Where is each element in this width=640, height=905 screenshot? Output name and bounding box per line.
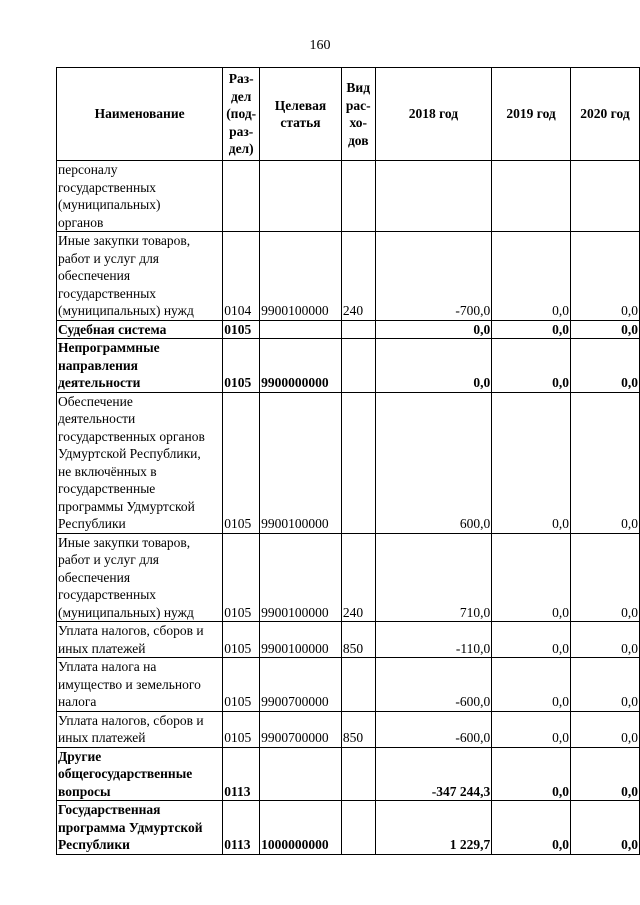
cell-name: Обеспечение деятельности государственных органов Удмуртской Республики, не включённых в государственные программы Удмуртской Республики	[57, 392, 223, 533]
cell-2018: 600,0	[375, 392, 492, 533]
cell-name: Судебная система	[57, 320, 223, 339]
table-row	[57, 658, 640, 712]
cell-section: 0113	[223, 801, 260, 855]
cell-target	[260, 161, 342, 232]
cell-2019: 0,0	[492, 533, 571, 622]
cell-2020	[570, 161, 639, 232]
cell-kind	[341, 747, 375, 801]
cell-target	[260, 320, 342, 339]
cell-section: 0104	[223, 232, 260, 321]
cell-2020: 0,0	[570, 711, 639, 747]
cell-section: 0105	[223, 339, 260, 393]
page-number: 160	[309, 38, 331, 53]
cell-2019: 0,0	[492, 747, 571, 801]
cell-kind	[341, 161, 375, 232]
cell-target: 1000000000	[260, 801, 342, 855]
cell-name: Иные закупки товаров, работ и услуг для обеспечения государственных (муниципальных) нужд	[57, 232, 223, 321]
cell-2018	[375, 161, 492, 232]
header-target	[260, 68, 342, 161]
cell-kind: 240	[341, 232, 375, 321]
header-section-label: Раз- дел (под- раз- дел)	[226, 71, 257, 157]
header-target-label: Целевая статья	[274, 97, 327, 130]
table-row	[57, 339, 640, 393]
cell-name: Государственная программа Удмуртской Республики	[57, 801, 223, 855]
cell-section: 0105	[223, 320, 260, 339]
cell-kind: 240	[341, 533, 375, 622]
cell-target: 9900700000	[260, 658, 342, 712]
table-row	[57, 232, 640, 321]
header-kind	[341, 68, 375, 161]
cell-section: 0105	[223, 622, 260, 658]
cell-2020: 0,0	[570, 232, 639, 321]
cell-2020: 0,0	[570, 320, 639, 339]
cell-name: Другие общегосударственные вопросы	[57, 747, 223, 801]
cell-2018: -700,0	[375, 232, 492, 321]
table-row	[57, 801, 640, 855]
table-row	[57, 533, 640, 622]
cell-2020: 0,0	[570, 622, 639, 658]
table-row	[57, 711, 640, 747]
cell-2019: 0,0	[492, 339, 571, 393]
cell-2019: 0,0	[492, 320, 571, 339]
cell-2019: 0,0	[492, 232, 571, 321]
table-row	[57, 622, 640, 658]
cell-name: Иные закупки товаров, работ и услуг для обеспечения государственных (муниципальных) нужд	[57, 533, 223, 622]
header-row	[57, 68, 640, 161]
header-2020-label: 2020 год	[580, 106, 630, 122]
cell-2019: 0,0	[492, 622, 571, 658]
cell-2019: 0,0	[492, 658, 571, 712]
cell-target: 9900100000	[260, 622, 342, 658]
cell-2019: 0,0	[492, 392, 571, 533]
cell-kind: 850	[341, 622, 375, 658]
cell-2018: -110,0	[375, 622, 492, 658]
cell-kind	[341, 801, 375, 855]
cell-2019: 0,0	[492, 711, 571, 747]
cell-target	[260, 747, 342, 801]
cell-kind	[341, 320, 375, 339]
cell-section: 0105	[223, 533, 260, 622]
header-2019-label: 2019 год	[506, 106, 556, 122]
header-2018	[375, 68, 492, 161]
cell-2020: 0,0	[570, 658, 639, 712]
header-name-label: Наименование	[94, 106, 185, 122]
cell-name: Уплата налогов, сборов и иных платежей	[57, 711, 223, 747]
budget-table	[56, 67, 640, 855]
header-2020	[570, 68, 639, 161]
cell-section: 0105	[223, 392, 260, 533]
cell-2020: 0,0	[570, 339, 639, 393]
cell-target: 9900100000	[260, 392, 342, 533]
table-row	[57, 161, 640, 232]
header-section	[223, 68, 260, 161]
table-row	[57, 320, 640, 339]
cell-kind: 850	[341, 711, 375, 747]
cell-2020: 0,0	[570, 533, 639, 622]
cell-2019	[492, 161, 571, 232]
cell-2018: 0,0	[375, 320, 492, 339]
cell-2020: 0,0	[570, 392, 639, 533]
cell-target: 9900700000	[260, 711, 342, 747]
cell-name: Уплата налога на имущество и земельного налога	[57, 658, 223, 712]
table-row	[57, 392, 640, 533]
cell-name: Непрограммные направления деятельности	[57, 339, 223, 393]
cell-name: Уплата налогов, сборов и иных платежей	[57, 622, 223, 658]
cell-target: 9900100000	[260, 232, 342, 321]
cell-target: 9900100000	[260, 533, 342, 622]
cell-kind	[341, 658, 375, 712]
cell-section: 0105	[223, 711, 260, 747]
cell-kind	[341, 392, 375, 533]
cell-2020: 0,0	[570, 801, 639, 855]
cell-2018: -600,0	[375, 711, 492, 747]
cell-2018: 710,0	[375, 533, 492, 622]
cell-2020: 0,0	[570, 747, 639, 801]
cell-2018: 1 229,7	[375, 801, 492, 855]
cell-kind	[341, 339, 375, 393]
cell-2019: 0,0	[492, 801, 571, 855]
cell-section: 0113	[223, 747, 260, 801]
cell-target: 9900000000	[260, 339, 342, 393]
header-2019	[492, 68, 571, 161]
cell-2018: -600,0	[375, 658, 492, 712]
cell-2018: 0,0	[375, 339, 492, 393]
cell-section: 0105	[223, 658, 260, 712]
cell-name: персоналу государственных (муниципальных) органов	[57, 161, 223, 232]
header-2018-label: 2018 год	[408, 106, 459, 122]
cell-2018: -347 244,3	[375, 747, 492, 801]
header-kind-label: Вид рас- хо- дов	[345, 80, 371, 148]
cell-section	[223, 161, 260, 232]
header-name	[57, 68, 223, 161]
table-row	[57, 747, 640, 801]
